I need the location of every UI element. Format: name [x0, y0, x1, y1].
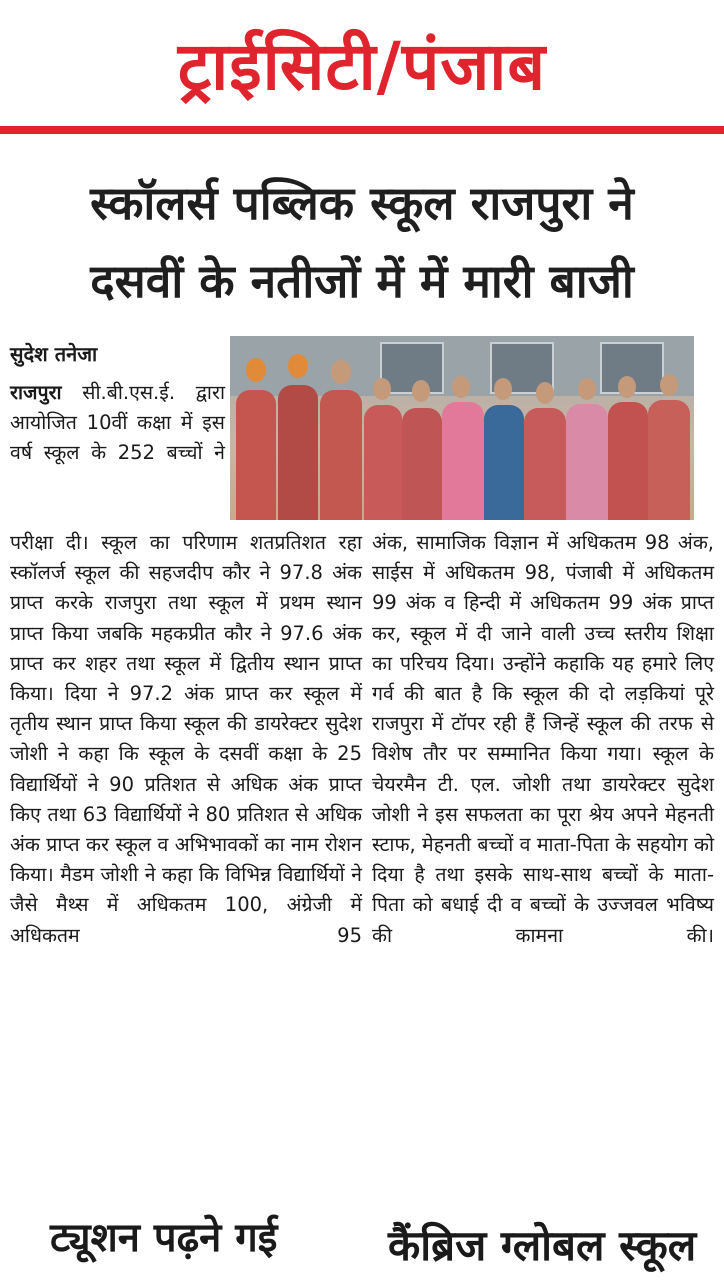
photo-head [373, 378, 391, 400]
group-photo [230, 336, 694, 520]
photo-head [494, 378, 512, 400]
headline-line-2: दसवीं के नतीजों में में मारी बाजी [90, 254, 634, 308]
photo-head [618, 376, 636, 398]
section-header [0, 0, 724, 128]
article-dateline: राजपुरा [10, 381, 62, 404]
article-column-2: अंक, सामाजिक विज्ञान में अधिकतम 98 अंक, साईस में अधिकतम 98, पंजाबी में अधिकतम 99 अंक व हिन्दी में अधिकतम 99 अंक प्राप्त कर, स्कूल में दी जाने वाली उच्च स्तरीय शिक्षा का परिचय दिया। उन्होंने कहाकि यह हमारे लिए गर्व की बात है कि स्कूल की दो लड़कियां पूरे राजपुरा में टॉपर रही हैं जिन्हें स्कूल की तरफ से विशेष तौर पर सम्मानित किया गया। स्कूल के चेयरमैन टी. एल. जोशी तथा डायरेक्टर सुदेश जोशी ने इस सफलता का पूरा श्रेय अपने मेहनती स्टाफ, मेहनती बच्चों व माता-पिता के सहयोग को दिया है तथा इसके साथ-साथ बच्चों के माता-पिता को बधाई दी व बच्चों के उज्जवल भविष्य की कामना की। [372, 531, 714, 947]
section-title: ट्राईसिटी/पंजाब [177, 28, 547, 105]
photo-person [524, 408, 566, 520]
photo-head [578, 378, 596, 400]
photo-person [402, 408, 442, 520]
next-headline-left: ट्यूशन पढ़ने गई [50, 1215, 278, 1261]
headline [10, 164, 714, 320]
photo-person [278, 385, 318, 520]
photo-person [442, 402, 484, 520]
photo-person [608, 402, 648, 520]
photo-head [331, 360, 351, 384]
photo-person [566, 404, 608, 520]
next-headline-right: कैंब्रिज ग्लोबल स्कूल [388, 1221, 697, 1270]
photo-head [288, 354, 308, 378]
photo-head [660, 374, 678, 396]
photo-head [246, 358, 266, 382]
photo-head [452, 376, 470, 398]
photo-head [536, 382, 554, 404]
photo-person [648, 400, 690, 520]
headline-line-1: स्कॉलर्स पब्लिक स्कूल राजपुरा ने [90, 176, 634, 230]
byline: सुदेश तनेजा [10, 342, 98, 366]
article-intro [10, 378, 225, 469]
photo-head [412, 380, 430, 402]
article-intro-text: सी.बी.एस.ई. द्वारा आयोजित 10वीं कक्षा में इस वर्ष स्कूल के 252 बच्चों ने [10, 381, 225, 465]
photo-person [236, 390, 276, 520]
article-column-1: परीक्षा दी। स्कूल का परिणाम शतप्रतिशत रहा स्कॉलर्ज स्कूल की सहजदीप कौर ने 97.8 अंक प्राप्त करके राजपुरा तथा स्कूल में प्रथम स्थान प्राप्त किया जबकि महकप्रीत कौर ने 97.6 अंक प्राप्त कर शहर तथा स्कूल में द्वितीय स्थान प्राप्त किया। दिया ने 97.2 अंक प्राप्त कर स्कूल में तृतीय स्थान प्राप्त किया स्कूल की डायरेक्टर सुदेश जोशी ने कहा कि स्कूल के दसवीं कक्षा के 25 विद्यार्थियों ने 90 प्रतिशत से अधिक अंक प्राप्त किए तथा 63 विद्यार्थियों ने 80 प्रतिशत से अधिक अंक प्राप्त कर स्कूल व अभिभावकों का नाम रोशन किया। मैडम जोशी ने कहा कि विभिन्न विद्यार्थियों ने जैसे मैथ्स में अधिकतम 100, अंग्रेजी में अधिकतम 95 [10, 531, 362, 947]
header-rule [0, 126, 724, 134]
photo-person [320, 390, 362, 520]
photo-person [364, 405, 402, 520]
photo-person [484, 405, 524, 520]
